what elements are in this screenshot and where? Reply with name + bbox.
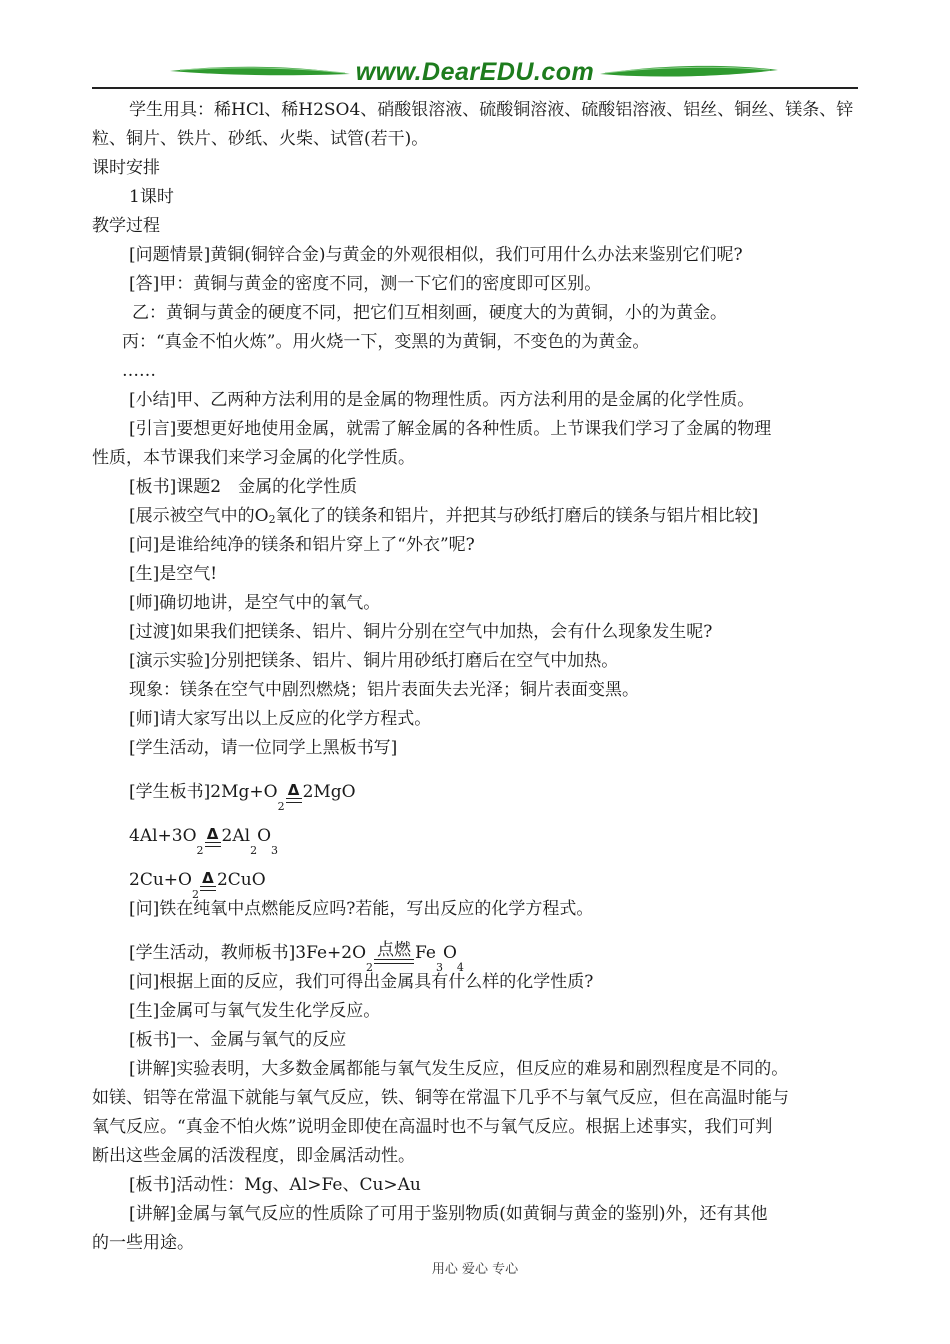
paragraph-line: [问]是谁给纯净的镁条和铝片穿上了“外衣”呢? — [129, 535, 475, 555]
eq-text: 2MgO — [302, 782, 356, 802]
paragraph-line: [小结]甲、乙两种方法利用的是金属的物理性质。丙方法利用的是金属的化学性质。 — [129, 390, 755, 410]
paragraph-line: [引言]要想更好地使用金属，就需了解金属的各种性质。上节课我们学习了金属的物理 — [129, 419, 772, 439]
paragraph-line: [答]甲：黄铜与黄金的密度不同，测一下它们的密度即可区别。 — [129, 274, 602, 294]
heat-condition-arrow — [286, 782, 302, 803]
eq-text: 2Al — [221, 826, 251, 846]
eq-text: 4Al+3O — [129, 826, 197, 846]
page-footer: 用心 爱心 专心 — [431, 1262, 519, 1277]
paragraph-line: [问]铁在纯氧中点燃能反应吗?若能，写出反应的化学方程式。 — [129, 899, 594, 919]
equation-cu: 2Cu+O 2 Δ 2CuO — [92, 851, 862, 895]
paragraph-line: [过渡]如果我们把镁条、铝片、铜片分别在空气中加热，会有什么现象发生呢? — [129, 622, 713, 642]
delta-symbol: Δ — [206, 825, 219, 843]
ignition-label: 点燃 — [377, 940, 412, 960]
paragraph-line: 断出这些金属的活泼程度，即金属活动性。 — [92, 1146, 415, 1166]
paragraph-line: [板书]一、金属与氧气的反应 — [129, 1030, 347, 1050]
section-heading: 课时安排 — [92, 158, 160, 178]
section-heading: 教学过程 — [92, 216, 160, 236]
paragraph-line: 粒、铜片、铁片、砂纸、火柴、试管(若干)。 — [92, 129, 429, 149]
paragraph-line: [板书]活动性：Mg、Al>Fe、Cu>Au — [129, 1175, 421, 1195]
paragraph-line: 丙：“真金不怕火炼”。用火烧一下，变黑的为黄铜，不变色的为黄金。 — [122, 332, 650, 352]
eq-text: Fe — [415, 943, 436, 963]
eq-text: O — [442, 943, 457, 963]
heat-condition-arrow — [205, 826, 221, 847]
eq-text: O — [257, 826, 271, 846]
eq-text: [学生活动，教师板书]3Fe+2O — [129, 943, 367, 963]
site-logo-text: www.DearEDU.com — [355, 58, 595, 86]
equals-bars — [286, 798, 302, 803]
ignition-condition-arrow — [374, 941, 414, 964]
paragraph-line: 如镁、铝等在常温下就能与氧气反应，铁、铜等在常温下几乎不与氧气反应，但在高温时能与 — [92, 1088, 789, 1108]
text-run: [展示被空气中的O — [129, 506, 269, 526]
paragraph-line: [生]是空气! — [129, 564, 218, 584]
ellipsis-line: …… — [122, 361, 156, 381]
paragraph-line: [演示实验]分别把镁条、铝片、铜片用砂纸打磨后在空气中加热。 — [129, 651, 619, 671]
paragraph-line: 的一些用途。 — [92, 1233, 194, 1253]
paragraph-line: [师]请大家写出以上反应的化学方程式。 — [129, 709, 432, 729]
equals-bars — [205, 842, 221, 847]
document-body — [92, 96, 862, 1258]
eq-text: 2Cu+O — [129, 870, 192, 890]
text-run: 氧化了的镁条和铝片，并把其与砂纸打磨后的镁条与铝片相比较] — [275, 506, 759, 526]
delta-symbol: Δ — [287, 781, 300, 799]
equation-al: 4Al+3O 2 Δ 2Al 2 O 3 — [92, 807, 862, 851]
paragraph-line — [92, 502, 862, 531]
paragraph-line: 学生用具：稀HCl、稀H2SO4、硝酸银溶液、硫酸铜溶液、硫酸铝溶液、铝丝、铜丝、镁条、锌 — [129, 100, 854, 120]
equals-bars — [374, 959, 414, 964]
heat-condition-arrow — [200, 870, 216, 891]
header-divider — [92, 87, 858, 89]
paragraph-line: [问]根据上面的反应，我们可得出金属具有什么样的化学性质? — [129, 972, 594, 992]
paragraph-line: [师]确切地讲，是空气中的氧气。 — [129, 593, 381, 613]
paragraph-line: [讲解]实验表明，大多数金属都能与氧气发生反应，但反应的难易和剧烈程度是不同的。 — [129, 1059, 789, 1079]
paragraph-line: [板书]课题2 金属的化学性质 — [129, 477, 358, 497]
delta-symbol: Δ — [202, 869, 214, 887]
paragraph-line: 乙：黄铜与黄金的硬度不同，把它们互相刻画，硬度大的为黄铜，小的为黄金。 — [132, 303, 727, 323]
subscript: 2 — [268, 513, 276, 526]
equation-fe: [学生活动，教师板书]3Fe+2O 2 点燃 Fe 3 O 4 — [129, 940, 464, 974]
equation-mg: [学生板书]2Mg+O 2 Δ 2MgO — [92, 763, 862, 807]
paragraph-line: 氧气反应。“真金不怕火炼”说明金即使在高温时也不与氧气反应。根据上述事实，我们可判 — [92, 1117, 773, 1137]
page-header — [0, 0, 950, 100]
paragraph-line: 性质，本节课我们来学习金属的化学性质。 — [92, 448, 415, 468]
paragraph-line: [讲解]金属与氧气反应的性质除了可用于鉴别物质(如黄铜与黄金的鉴别)外，还有其他 — [129, 1204, 768, 1224]
eq-text: 2CuO — [216, 870, 266, 890]
paragraph-line: 现象：镁条在空气中剧烈燃烧；铝片表面失去光泽；铜片表面变黑。 — [129, 680, 639, 700]
paragraph-line: [学生活动，请一位同学上黑板书写] — [129, 738, 398, 758]
paragraph-line: 1课时 — [129, 187, 174, 207]
equals-bars — [200, 886, 216, 891]
paragraph-line: [生]金属可与氧气发生化学反应。 — [129, 1001, 381, 1021]
paragraph-line: [问题情景]黄铜(铜锌合金)与黄金的外观很相似，我们可用什么办法来鉴别它们呢? — [129, 245, 743, 265]
eq-text: [学生板书]2Mg+O — [129, 782, 278, 802]
